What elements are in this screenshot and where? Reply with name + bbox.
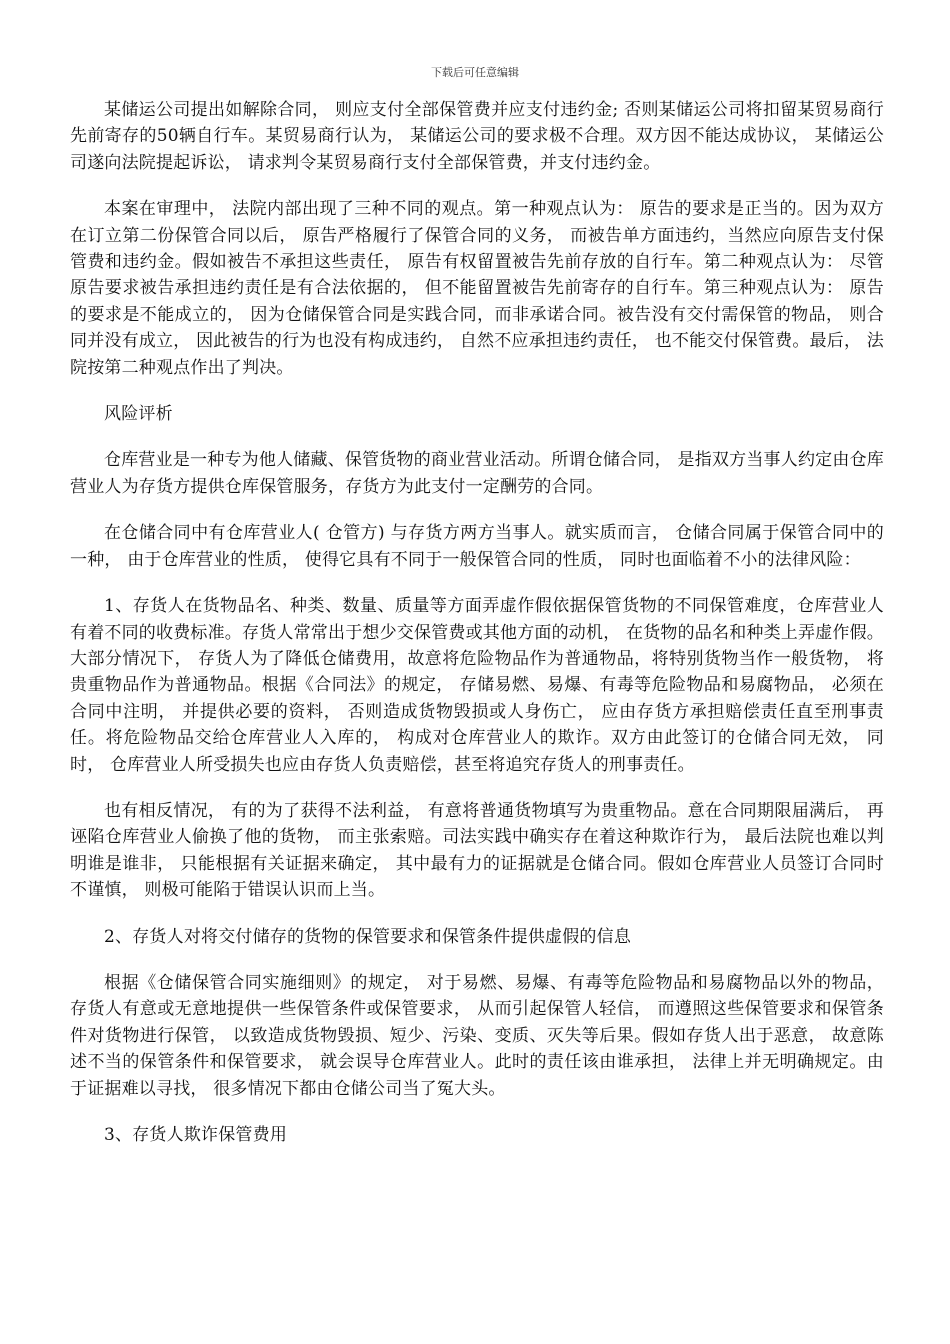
- paragraph-parties: 在仓储合同中有仓库营业人( 仓管方) 与存货方两方当事人。就实质而言， 仓储合同属于保管合同中的一种， 由于仓库营业的性质， 使得它具有不同于一般保管合同的性质， 同时也面临着不小的法律风险：: [70, 523, 884, 570]
- subheading-risk-2: 2、存货人对将交付储存的货物的保管要求和保管条件提供虚假的信息: [104, 926, 632, 947]
- paragraph-court-opinions: 本案在审理中， 法院内部出现了三种不同的观点。第一种观点认为： 原告的要求是正当的。因为双方在订立第二份保管合同以后， 原告严格履行了保管合同的义务， 而被告单方面违约，当然应向原告支付保管费和违约金。假如被告不承担这些责任， 原告有权留置被告先前存放的自行车。第二种观点认为： 尽管原告要求被告承担违约责任是有合法依据的， 但不能留置被告先前寄存的自行车。第三种观点认为： 原告的要求是不能成立的， 因为仓储保管合同是实践合同，而非承诺合同。被告没有交付需保管的物品， 则合同并没有成立， 因此被告的行为也没有构成违约， 自然不应承担违约责任， 也不能交付保管费。最后， 法院按第二种观点作出了判决。: [70, 199, 884, 378]
- document-body: [70, 97, 884, 1168]
- paragraph-case-dispute: 某储运公司提出如解除合同， 则应支付全部保管费并应支付违约金; 否则某储运公司将扣留某贸易商行先前寄存的50辆自行车。某贸易商行认为， 某储运公司的要求极不合理。双方因不能达成协议， 某储运公司遂向法院提起诉讼， 请求判令某贸易商行支付全部保管费，并支付违约金。: [70, 100, 884, 173]
- paragraph-risk-2-detail: 根据《仓储保管合同实施细则》的规定， 对于易燃、易爆、有毒等危险物品和易腐物品以外的物品， 存货人有意或无意地提供一些保管条件或保管要求， 从而引起保管人轻信， 而遵照这些保管要求和保管条件对货物进行保管， 以致造成货物毁损、短少、污染、变质、灭失等后果。假如存货人出于恶意， 故意陈述不当的保管条件和保管要求， 就会误导仓库营业人。此时的责任该由谁承担， 法律上并无明确规定。由于证据难以寻找， 很多情况下都由仓储公司当了冤大头。: [70, 972, 884, 1099]
- page-header: 下载后可任意编辑: [431, 66, 519, 79]
- section-heading-risk-analysis: 风险评析: [104, 404, 173, 425]
- subheading-risk-3: 3、存货人欺诈保管费用: [104, 1125, 288, 1145]
- paragraph-risk-1: 1、存货人在货物品名、种类、数量、质量等方面弄虚作假依据保管货物的不同保管难度，仓库营业人有着不同的收费标准。存货人常常出于想少交保管费或其他方面的动机， 在货物的品名和种类上弄虚作假。大部分情况下， 存货人为了降低仓储费用，故意将危险物品作为普通物品，将特别货物当作一般货物， 将贵重物品作为普通物品。根据《合同法》的规定， 存储易燃、易爆、有毒等危险物品和易腐物品， 必须在合同中注明， 并提供必要的资料， 否则造成货物毁损或人身伤亡， 应由存货方承担赔偿责任直至刑事责任。将危险物品交给仓库营业人入库的， 构成对仓库营业人的欺诈。双方由此签订的仓储合同无效， 同时， 仓库营业人所受损失也应由存货人负责赔偿，甚至将追究存货人的刑事责任。: [70, 596, 885, 775]
- paragraph-warehouse-definition: 仓库营业是一种专为他人储藏、保管货物的商业营业活动。所谓仓储合同， 是指双方当事人约定由仓库营业人为存货方提供仓库保管服务，存货方为此支付一定酬劳的合同。: [70, 450, 884, 497]
- paragraph-opposite-case: 也有相反情况， 有的为了获得不法利益， 有意将普通货物填写为贵重物品。意在合同期限届满后， 再诬陷仓库营业人偷换了他的货物， 而主张索赔。司法实践中确实存在着这种欺诈行为， 最后法院也难以判明谁是谁非， 只能根据有关证据来确定， 其中最有力的证据就是仓储合同。假如仓库营业人员签订合同时不谨慎， 则极可能陷于错误认识而上当。: [70, 800, 884, 901]
